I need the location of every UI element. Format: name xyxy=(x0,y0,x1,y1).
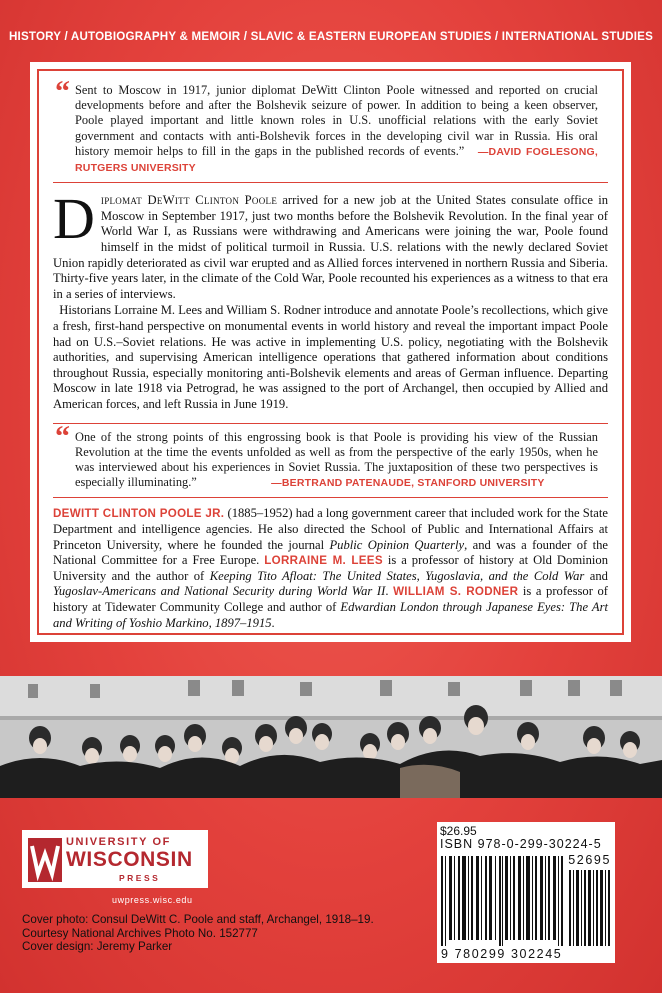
publisher-url: uwpress.wisc.edu xyxy=(112,895,193,905)
design-credit: Cover design: Jeremy Parker xyxy=(22,940,173,953)
author-name-rodner: WILLIAM S. RODNER xyxy=(393,585,519,599)
book-title: Yugoslav-Americans and National Security during World War II xyxy=(53,584,386,599)
archival-group-photo xyxy=(0,676,662,798)
text-panel-border xyxy=(37,69,624,635)
logo-press: PRESS xyxy=(119,873,161,883)
description-lead: iplomat DeWitt Clinton Poole xyxy=(100,193,278,208)
logo-university-of: UNIVERSITY OF xyxy=(66,836,171,848)
author-name-lees: LORRAINE M. LEES xyxy=(264,554,383,568)
isbn-label: ISBN 978-0-299-30224-5 xyxy=(440,837,602,851)
group-photo-illustration xyxy=(0,676,662,798)
book-description xyxy=(53,186,608,412)
quote-attribution: —BERTRAND PATENAUDE, STANFORD UNIVERSITY xyxy=(271,477,545,490)
price-label: $26.95 xyxy=(440,824,477,838)
logo-wisconsin: WISCONSIN xyxy=(66,848,193,871)
back-cover-text-panel xyxy=(30,62,631,642)
quote-text: One of the strong points of this engrossing book is that Poole is providing his view of the Russian Revolution at the time the events unfolded as well as from the perspective of the early 1950s, when he was interviewed about his experiences in Soviet Russia. The juxtaposition of these two perspectives is especially illuminating.” xyxy=(75,429,598,490)
author-bios: DEWITT CLINTON POOLE JR. (1885–1952) had a long government career that included work for the State Department and intelligence agencies. He also directed the School of Public and International Affairs at Princeton University, where he founded the journal Public Opinion Quarterly, and was a founder of the National Committee for a Free Europe. LORRAINE M. LEES is a professor of history at Old Dominion University and the author of Keeping Tito Afloat: The United States, Yugoslavia, and the Cold War and Yugoslav-Americans and National Security during World War II. WILLIAM S. RODNER is a professor of history at Tidewater Community College and author of Edwardian London through Japanese Eyes: The Art and Writing of Yoshio Markino, 1897–1915. xyxy=(53,506,608,630)
price-code: 52695 xyxy=(568,853,611,867)
cover-credits xyxy=(22,913,374,954)
quote-text: Sent to Moscow in 1917, junior diplomat DeWitt Clinton Poole witnessed and reported on crucial developments before and after the Bolshevik seizure of power. In addition to being a keen observer, Poole played important and little known roles in U.S. unofficial relations with the early Soviet government and contacts with anti-Bolshevik forces in the developing civil war in Russia. His oral history memoir helps to fill in the gaps in the published records of events.” xyxy=(75,83,598,158)
drop-cap: D xyxy=(53,186,95,252)
subject-categories-banner: HISTORY / AUTOBIOGRAPHY & MEMOIR / SLAVIC & EASTERN EUROPEAN STUDIES / INTERNATIONAL STUDIES xyxy=(8,30,654,43)
description-paragraph-2: Historians Lorraine M. Lees and William S. Rodner introduce and annotate Poole’s recollections, which give a fresh, first-hand perspective on monumental events in world history and reveal the important impact Poole had on U.S.–Soviet relations. He was active in implementing U.S. policy, negotiating with the Bolshevik authorities, and supervising American intelligence operations that gathered information about conditions throughout Russia, especially monitoring anti-Bolshevik elements and areas of German influence. Departing Moscow in late 1918 via Petrograd, he was assigned to the port of Archangel, then occupied by Allied and American forces, and left Russia in June 1919. xyxy=(53,303,608,411)
book-title: Edwardian London through Japanese Eyes: The Art and Writing of Yoshio Markino, 1897–1915 xyxy=(53,599,608,630)
description-paragraph-1: arrived for a new job at the United States consulate office in Moscow in September 1917, just two months before the Bolshevik Revolution. In the final year of World War I, as Russians were withdrawing and Americans were joining the war, Poole found himself in the midst of political turmoil in Russia. U.S. relations with the newly declared Soviet Union rapidly deteriorated as civil war erupted and as Allied forces intervened in northern Russia and Siberia. Thirty-five years later, in the climate of the Cold War, Poole recounted his experiences as a witness to that era in a series of interviews. xyxy=(53,193,608,301)
photo-credit-line-1: Cover photo: Consul DeWitt C. Poole and staff, Archangel, 1918–19. xyxy=(22,913,374,926)
wisconsin-w-crest-icon xyxy=(28,838,62,882)
isbn-barcode xyxy=(437,822,615,963)
book-title: Keeping Tito Afloat: The United States, Yugoslavia, and the Cold War xyxy=(209,568,585,583)
photo-credit-line-2: Courtesy National Archives Photo No. 152777 xyxy=(22,926,258,940)
author-name-poole: DEWITT CLINTON POOLE JR. xyxy=(53,507,225,521)
journal-title: Public Opinion Quarterly xyxy=(329,537,465,552)
ean13-barcode-bars xyxy=(441,856,563,946)
endorsement-quote-foglesong xyxy=(53,75,608,183)
ean13-digits: 9 780299 302245 xyxy=(441,947,563,961)
quote-attribution: —DAVID FOGLESONG, RUTGERS UNIVERSITY xyxy=(75,145,598,175)
publisher-logo xyxy=(22,830,208,888)
open-quote-mark: “ xyxy=(55,419,70,453)
endorsement-quote-patenaude xyxy=(53,419,608,499)
open-quote-mark: “ xyxy=(55,75,70,108)
ean5-barcode-bars xyxy=(569,870,611,946)
